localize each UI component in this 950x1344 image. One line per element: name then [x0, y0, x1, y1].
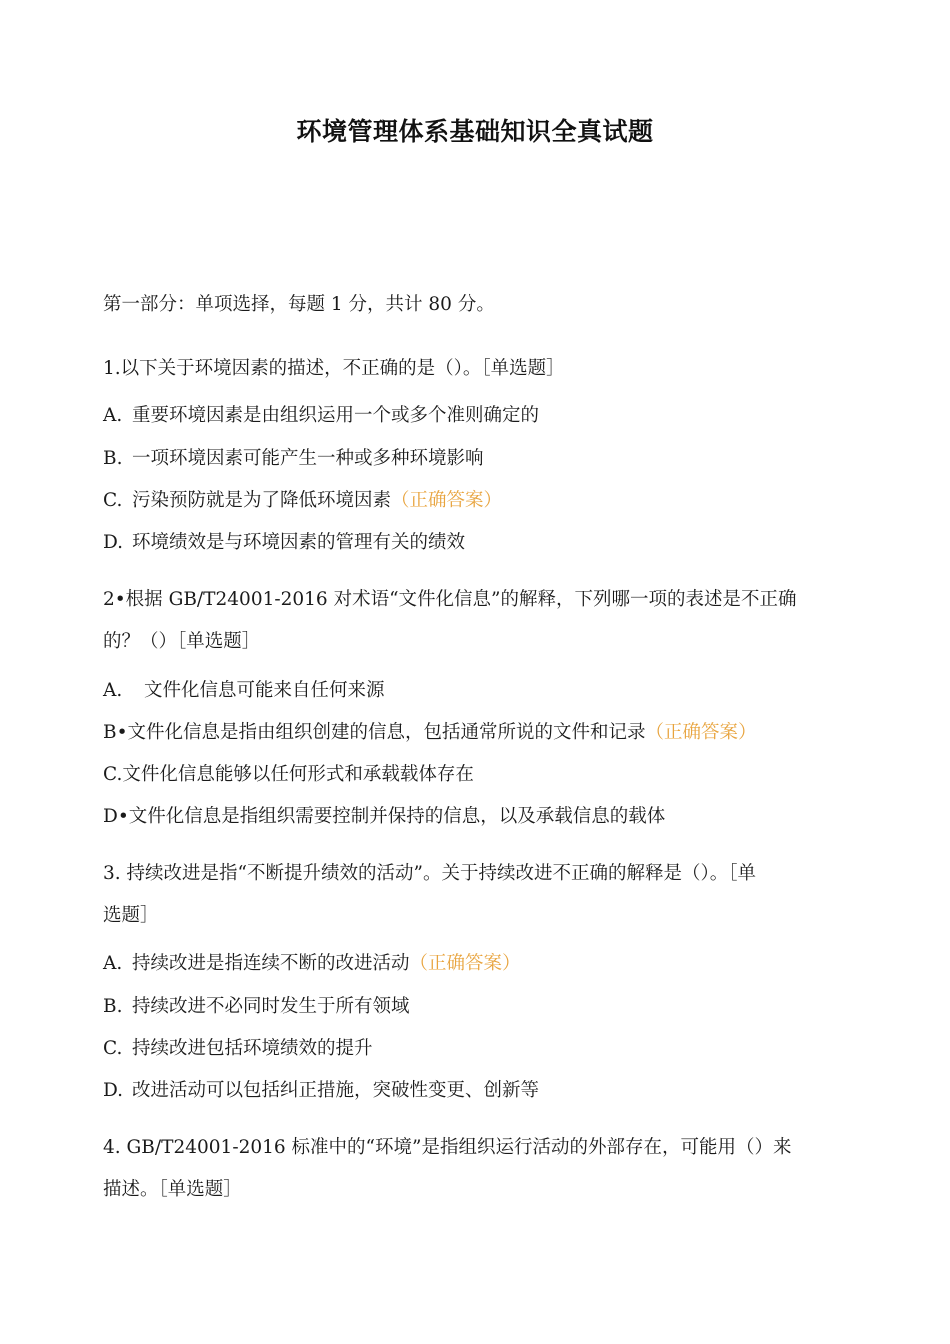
question-3-option-c	[103, 1036, 373, 1062]
option-text: 持续改进是指连续不断的改进活动	[132, 953, 410, 974]
option-letter: B•	[103, 722, 128, 743]
option-text: 改进活动可以包括纠正措施，突破性变更、创新等	[132, 1080, 540, 1101]
option-text: 污染预防就是为了降低环境因素	[132, 490, 392, 511]
option-text: 文件化信息能够以任何形式和承载载体存在	[122, 764, 474, 785]
question-1-option-b	[103, 446, 484, 472]
correct-answer-mark: （正确答案）	[391, 490, 503, 511]
question-3-option-b	[103, 994, 410, 1020]
option-text: 文件化信息可能来自任何来源	[144, 680, 385, 701]
option-text: 文件化信息是指由组织创建的信息，包括通常所说的文件和记录	[127, 722, 646, 743]
question-3-option-a	[103, 951, 521, 977]
question-3-text-line-2: 选题］	[103, 905, 159, 926]
option-text: 重要环境因素是由组织运用一个或多个准则确定的	[132, 405, 540, 426]
option-letter: C.	[103, 764, 123, 785]
option-letter: D.	[103, 1080, 124, 1101]
option-letter: B.	[103, 448, 123, 469]
option-letter: D.	[103, 532, 124, 553]
option-letter: C.	[103, 490, 123, 511]
question-4-text-line-2: 描述。［单选题］	[103, 1179, 242, 1200]
option-letter: B.	[103, 996, 123, 1017]
option-text: 环境绩效是与环境因素的管理有关的绩效	[132, 532, 466, 553]
question-1-option-c	[103, 488, 502, 514]
correct-answer-mark: （正确答案）	[645, 722, 757, 743]
option-letter: A.	[103, 680, 123, 701]
option-text: 持续改进不必同时发生于所有领域	[132, 996, 410, 1017]
option-letter: C.	[103, 1038, 123, 1059]
document-title: 环境管理体系基础知识全真试题	[296, 117, 654, 146]
option-letter: A.	[103, 405, 123, 426]
question-3-option-d	[103, 1078, 539, 1104]
question-2-text-line-1: 2•根据 GB/T24001-2016 对术语“文件化信息”的解释，下列哪一项的表述是不正确	[103, 589, 797, 610]
correct-answer-mark: （正确答案）	[409, 953, 521, 974]
question-2-option-a	[103, 678, 385, 704]
question-1-option-d	[103, 530, 465, 556]
option-letter: A.	[103, 953, 123, 974]
option-text: 文件化信息是指组织需要控制并保持的信息，以及承载信息的载体	[128, 806, 666, 827]
question-3-text-line-1: 3. 持续改进是指“不断提升绩效的活动”。关于持续改进不正确的解释是（）。［单	[103, 863, 756, 884]
question-2-option-b	[103, 720, 757, 746]
option-letter: D•	[103, 806, 129, 827]
question-4-text-line-1: 4. GB/T24001-2016 标准中的“环境”是指组织运行活动的外部存在，可能用（）来	[103, 1137, 792, 1158]
option-text: 持续改进包括环境绩效的提升	[132, 1038, 373, 1059]
question-1-option-a	[103, 403, 539, 429]
question-2-option-c	[103, 762, 474, 788]
question-2-text-line-2: 的？（）［单选题］	[103, 631, 261, 652]
question-2-option-d	[103, 804, 665, 830]
question-1-text: 1.以下关于环境因素的描述，不正确的是（）。［单选题］	[103, 358, 565, 379]
option-text: 一项环境因素可能产生一种或多种环境影响	[132, 448, 484, 469]
section-heading: 第一部分：单项选择，每题 1 分，共计 80 分。	[103, 294, 495, 315]
